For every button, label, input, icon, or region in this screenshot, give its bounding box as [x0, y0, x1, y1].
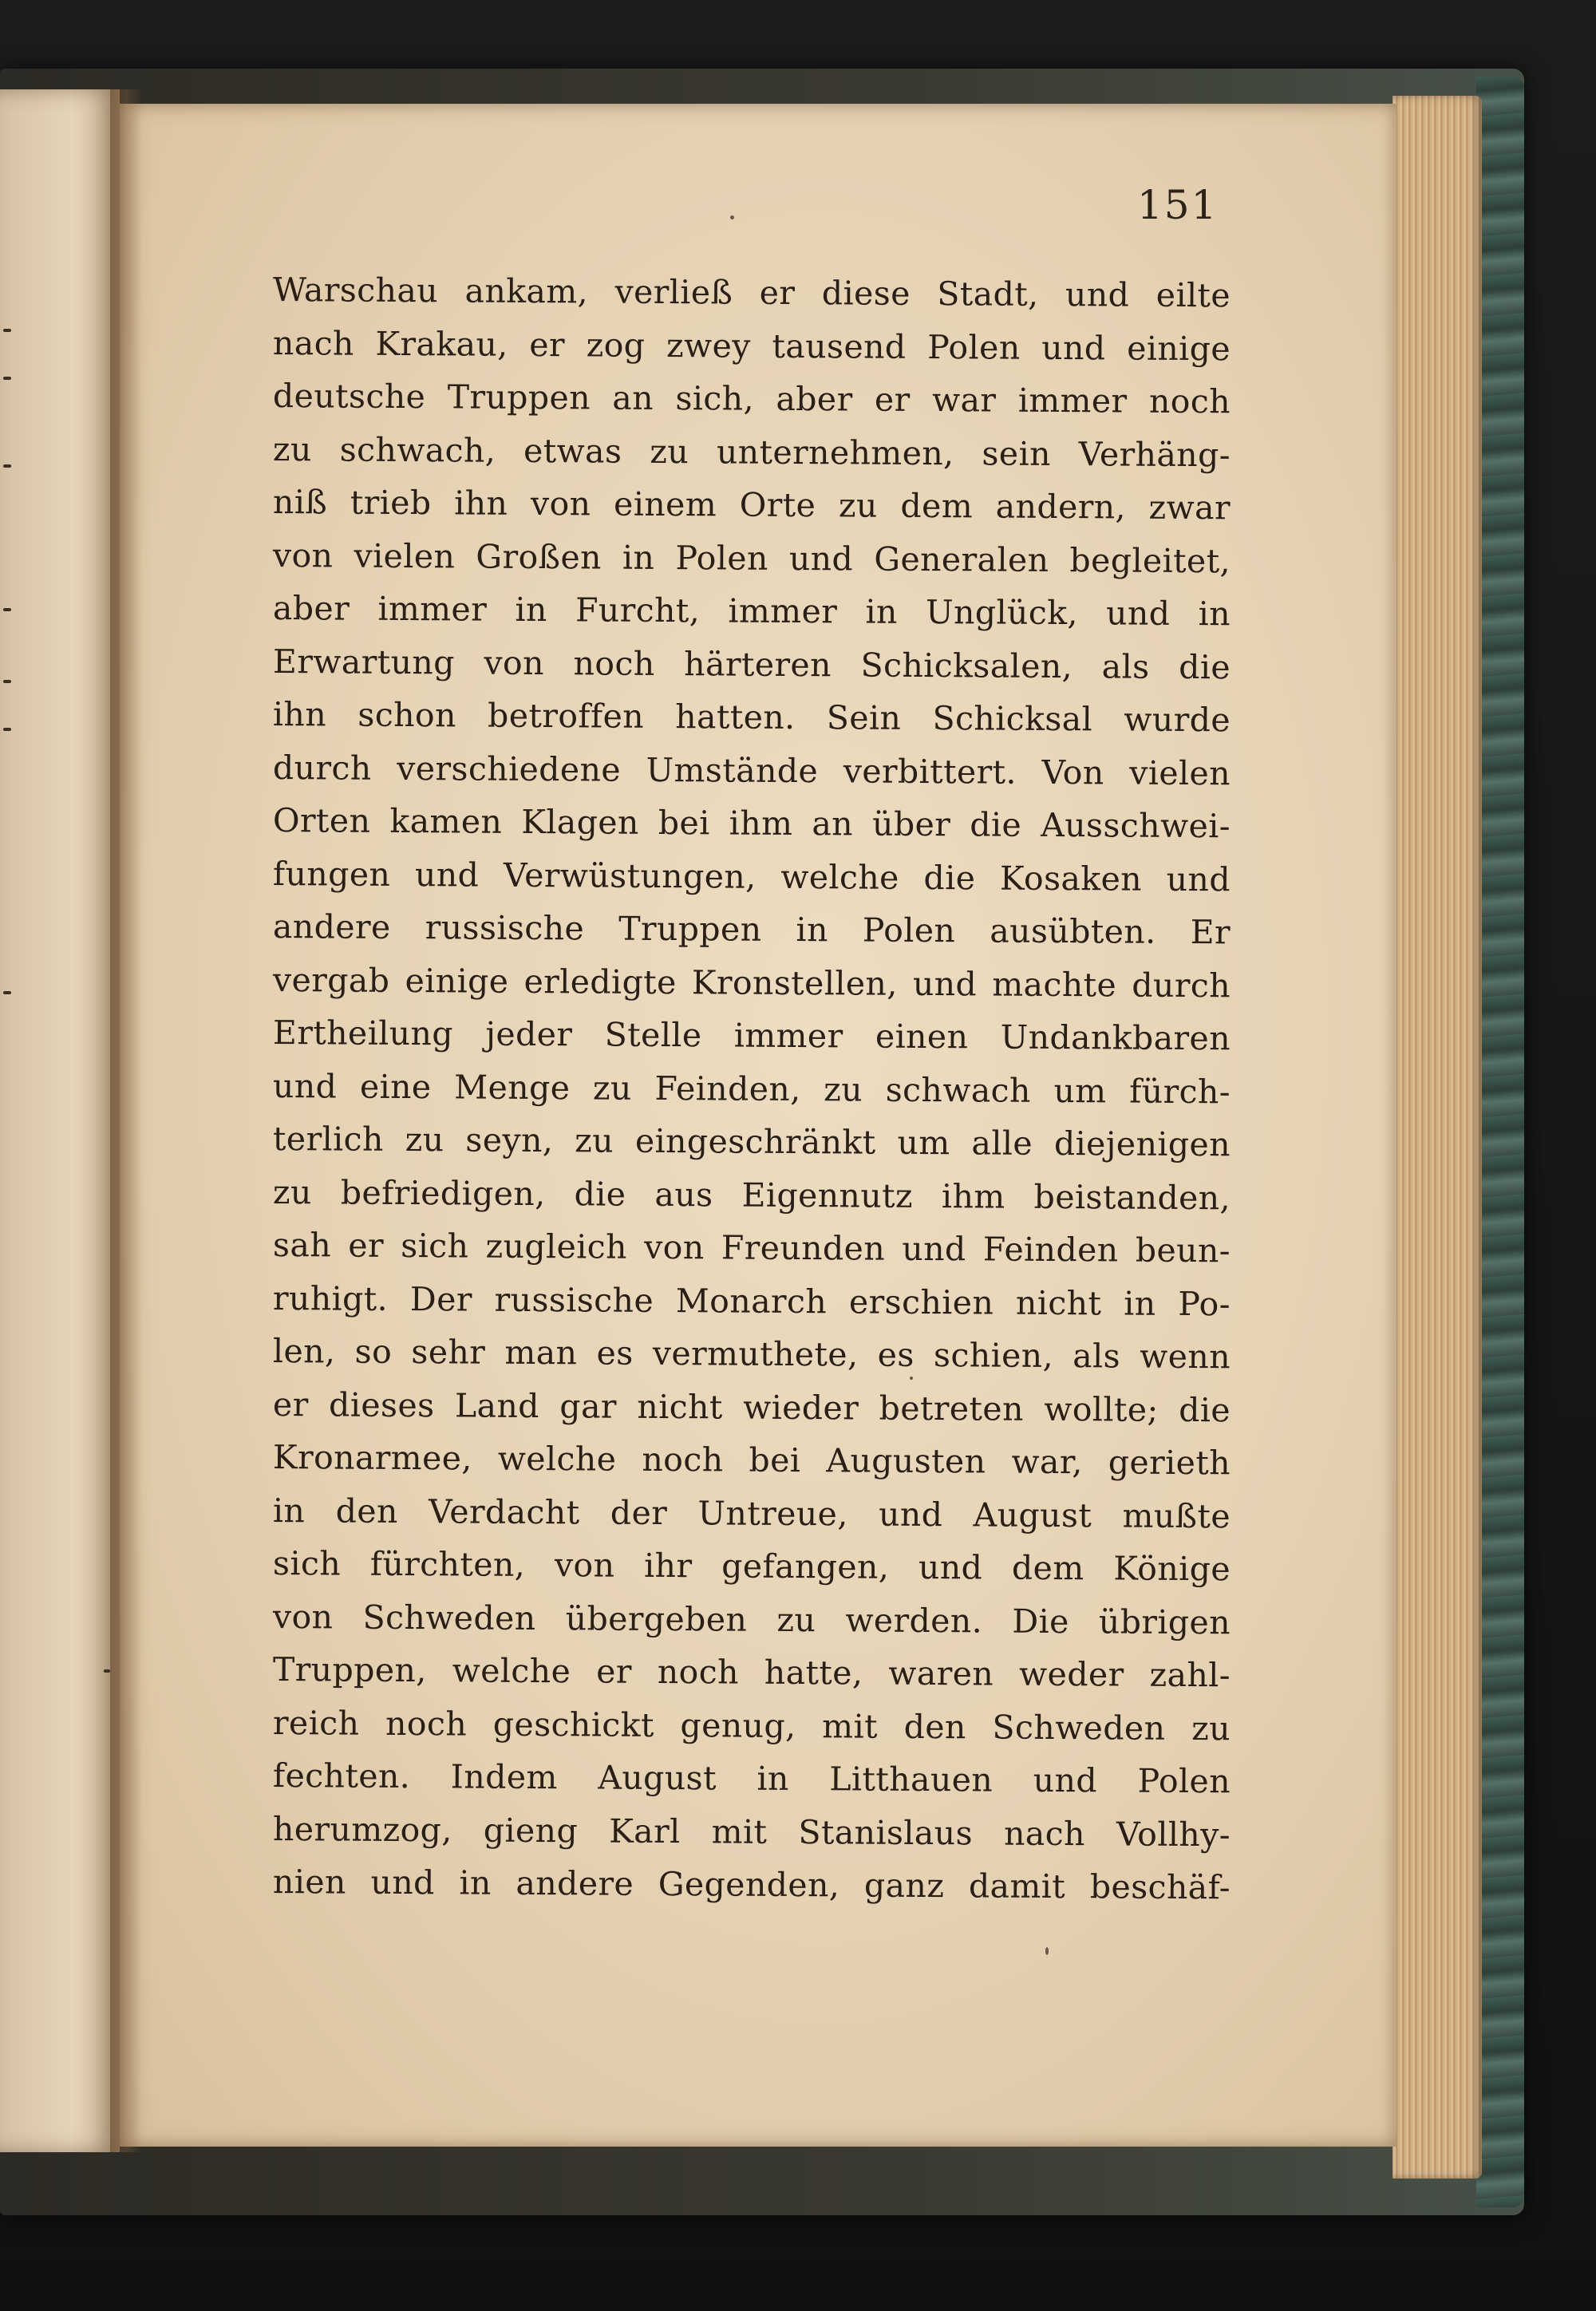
text-line: deutsche Truppen an sich, aber er war immer noch	[272, 377, 1231, 421]
text-line: durch verschiedene Umstände verbittert. Von vielen	[272, 748, 1231, 792]
text-line: von Schweden übergeben zu werden. Die übrigen	[272, 1597, 1231, 1641]
text-line: Ertheilung jeder Stelle immer einen Undankbaren	[272, 1013, 1231, 1058]
text-line: zu befriedigen, die aus Eigennutz ihm beistanden,	[272, 1172, 1231, 1217]
text-line: Erwartung von noch härteren Schicksalen, als die	[272, 642, 1231, 686]
text-line: in den Verdacht der Untreue, und August mußte	[272, 1491, 1231, 1535]
book-gutter	[110, 89, 142, 2152]
text-line: nien und in andere Gegenden, ganz damit beschäf-	[272, 1863, 1231, 1907]
text-line: Truppen, welche er noch hatte, waren weder zahl-	[272, 1650, 1231, 1695]
text-line: len, so sehr man es vermuthete, es schien, als wenn	[272, 1332, 1231, 1377]
page-number: 151	[1137, 182, 1219, 228]
text-line: vergab einige erledigte Kronstellen, und machte durch	[272, 960, 1231, 1005]
page-block-edges	[1393, 96, 1482, 2179]
paper-speck	[910, 1377, 913, 1380]
text-line: fechten. Indem August in Litthauen und Polen	[272, 1756, 1231, 1801]
paper-speck	[1045, 1947, 1049, 1955]
text-line: reich noch geschickt genug, mit den Schweden zu	[272, 1703, 1231, 1748]
text-line: und eine Menge zu Feinden, zu schwach um fürch-	[272, 1066, 1231, 1111]
text-line: niß trieb ihn von einem Orte zu dem andern, zwar	[272, 483, 1231, 527]
text-line: herumzog, gieng Karl mit Stanislaus nach Vollhy-	[272, 1809, 1231, 1854]
text-line: Kronarmee, welche noch bei Augusten war, gerieth	[272, 1438, 1231, 1483]
text-line: zu schwach, etwas zu unternehmen, sein Verhäng-	[272, 429, 1231, 474]
text-line: nach Krakau, er zog zwey tausend Polen und einige	[272, 323, 1231, 368]
text-line: Orten kamen Klagen bei ihm an über die Ausschwei-	[272, 801, 1231, 846]
text-line: aber immer in Furcht, immer in Unglück, und in	[272, 589, 1231, 634]
text-line: er dieses Land gar nicht wieder betreten wollte; die	[272, 1385, 1231, 1429]
text-line: Warschau ankam, verließ er diese Stadt, und eilte	[272, 271, 1231, 315]
paper-speck	[730, 215, 734, 219]
text-line: fungen und Verwüstungen, welche die Kosaken und	[272, 854, 1231, 899]
body-text	[273, 263, 1231, 1909]
marbled-cover-edge	[1476, 77, 1524, 2207]
text-line: sich fürchten, von ihr gefangen, und dem Könige	[272, 1544, 1231, 1589]
text-line: sah er sich zugleich von Freunden und Feinden beun-	[272, 1226, 1231, 1270]
text-line: ihn schon betroffen hatten. Sein Schicksal wurde	[272, 695, 1231, 740]
text-line: von vielen Großen in Polen und Generalen begleitet,	[272, 535, 1231, 580]
text-line: andere russische Truppen in Polen ausübten. Er	[272, 907, 1231, 952]
text-line: terlich zu seyn, zu eingeschränkt um alle diejenigen	[272, 1120, 1231, 1164]
text-line: ruhigt. Der russische Monarch erschien nicht in Po-	[272, 1278, 1231, 1323]
left-page-margin-marks	[0, 89, 24, 2152]
